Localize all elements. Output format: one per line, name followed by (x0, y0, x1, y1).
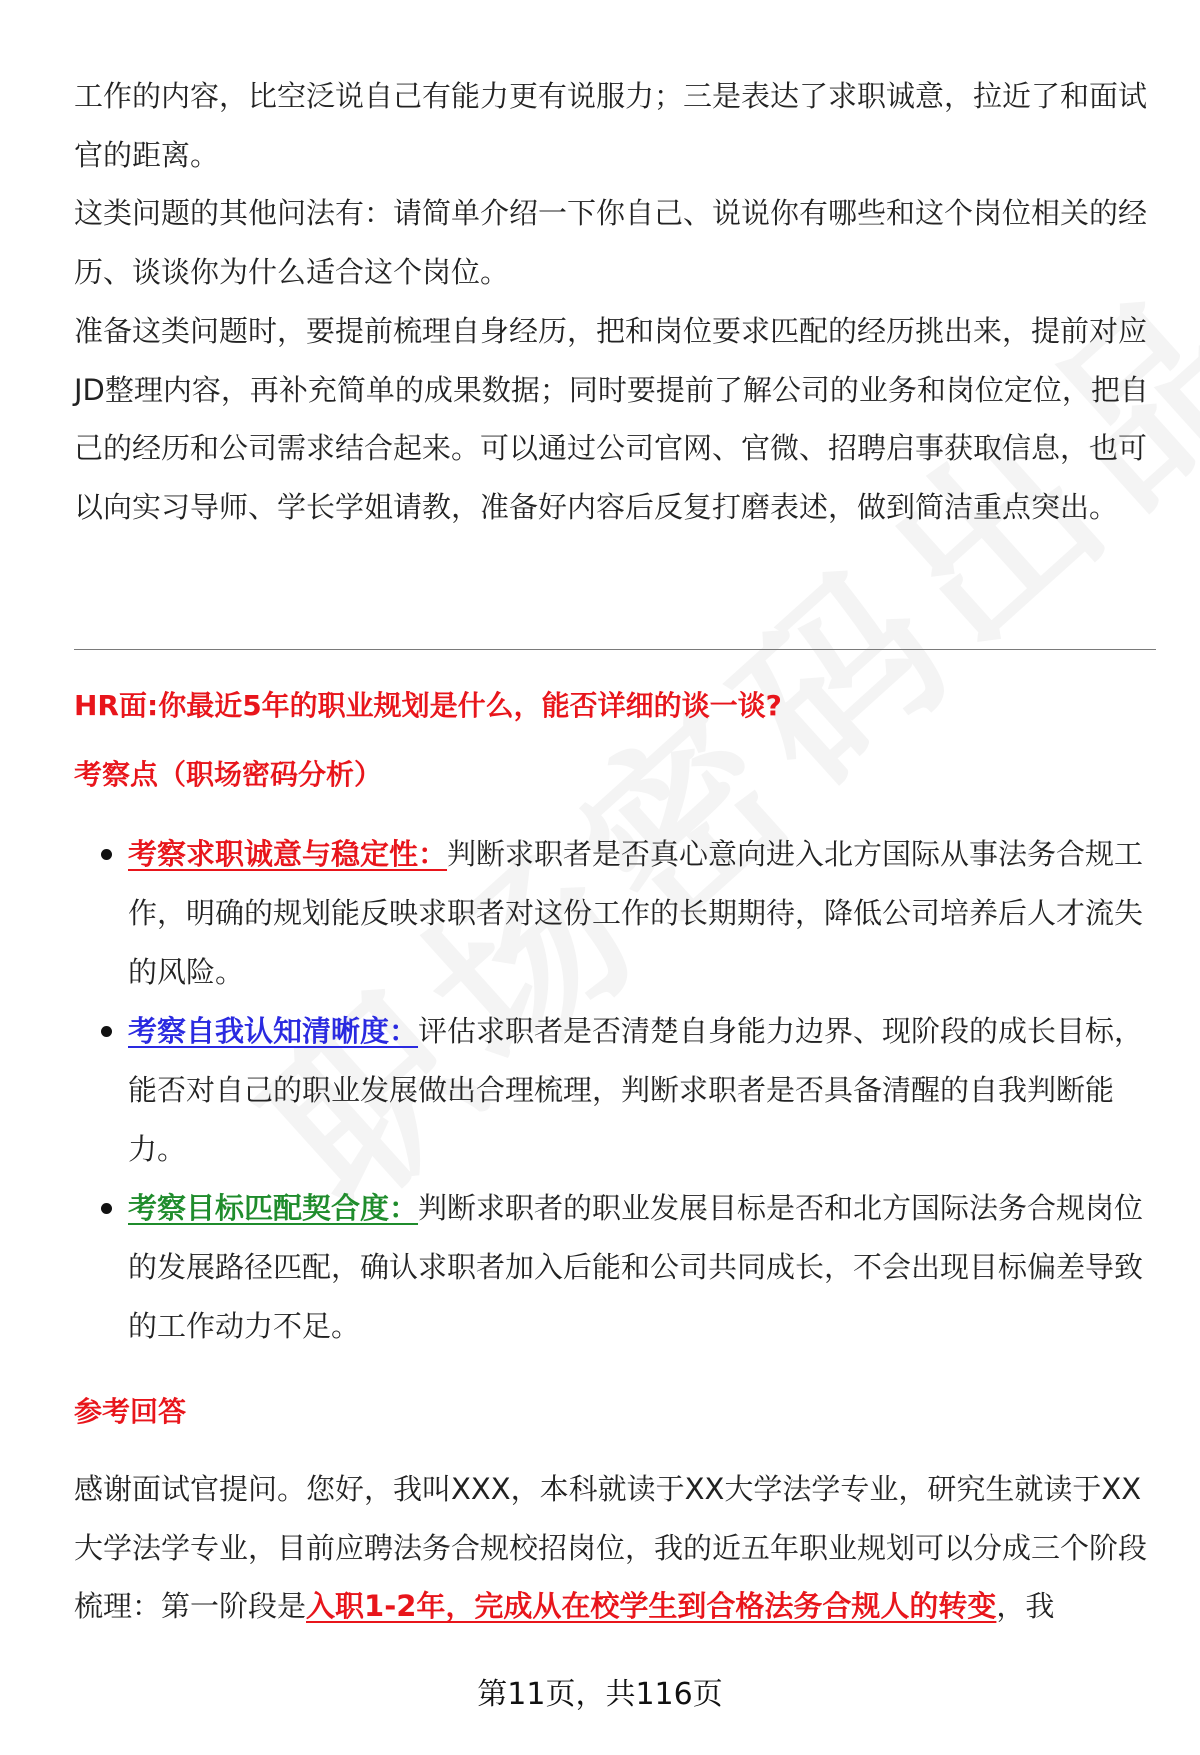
reference-answer-paragraph (74, 1460, 1154, 1636)
bullet-text: 评估求职者是否清楚自身能力边界、现阶段的成长目标，能否对自己的职业发展做出合理梳理，判断求职者是否具备清醒的自我判断能力。 (128, 1014, 1144, 1166)
reference-answer-title: 参考回答 (74, 1395, 187, 1428)
bullet-keyword: 考察目标匹配契合度： (128, 1191, 419, 1225)
bullet-dot-icon (101, 1203, 112, 1214)
answer-text-tail: ，我 (996, 1589, 1055, 1623)
analysis-list (74, 825, 1160, 1356)
paragraph-other-questions: 这类问题的其他问法有：请简单介绍一下你自己、说说你有哪些和这个岗位相关的经历、谈谈你为什么适合这个岗位。 (74, 196, 1148, 289)
list-item (74, 825, 1160, 1002)
paragraph-intro-end: 工作的内容，比空泛说自己有能力更有说服力；三是表达了求职诚意，拉近了和面试官的距离。 (74, 79, 1148, 172)
list-item (74, 1179, 1160, 1356)
section-divider (74, 649, 1156, 650)
bullet-keyword: 考察自我认知清晰度： (128, 1014, 419, 1048)
bullet-text: 判断求职者的职业发展目标是否和北方国际法务合规岗位的发展路径匹配，确认求职者加入后能和公司共同成长，不会出现目标偏差导致的工作动力不足。 (128, 1191, 1144, 1343)
bullet-dot-icon (101, 849, 112, 860)
paragraph-preparation: 准备这类问题时，要提前梳理自身经历，把和岗位要求匹配的经历挑出来，提前对应JD整理内容，再补充简单的成果数据；同时要提前了解公司的业务和岗位定位，把自己的经历和公司需求结合起来。可以通过公司官网、官微、招聘启事获取信息，也可以向实习导师、学长学姐请教，准备好内容后反复打磨表述，做到简洁重点突出。 (74, 314, 1149, 524)
bullet-dot-icon (101, 1026, 112, 1037)
list-item (74, 1002, 1160, 1179)
question-title: HR面:你最近5年的职业规划是什么，能否详细的谈一谈? (74, 689, 782, 722)
page-number: 第11页，共116页 (477, 1677, 723, 1712)
bullet-keyword: 考察求职诚意与稳定性： (128, 837, 448, 871)
bullet-text: 判断求职者是否真心意向进入北方国际从事法务合规工作，明确的规划能反映求职者对这份工作的长期期待，降低公司培养后人才流失的风险。 (128, 837, 1144, 989)
answer-text: 感谢面试官提问。您好，我叫XXX，本科就读于XX大学法学专业，研究生就读于XX大学法学专业，目前应聘法务合规校招岗位，我的近五年职业规划可以分成三个阶段梳理：第一阶段是 (74, 1472, 1148, 1623)
answer-highlight: 入职1-2年，完成从在校学生到合格法务合规人的转变 (306, 1589, 997, 1623)
analysis-title: 考察点（职场密码分析） (74, 758, 383, 791)
